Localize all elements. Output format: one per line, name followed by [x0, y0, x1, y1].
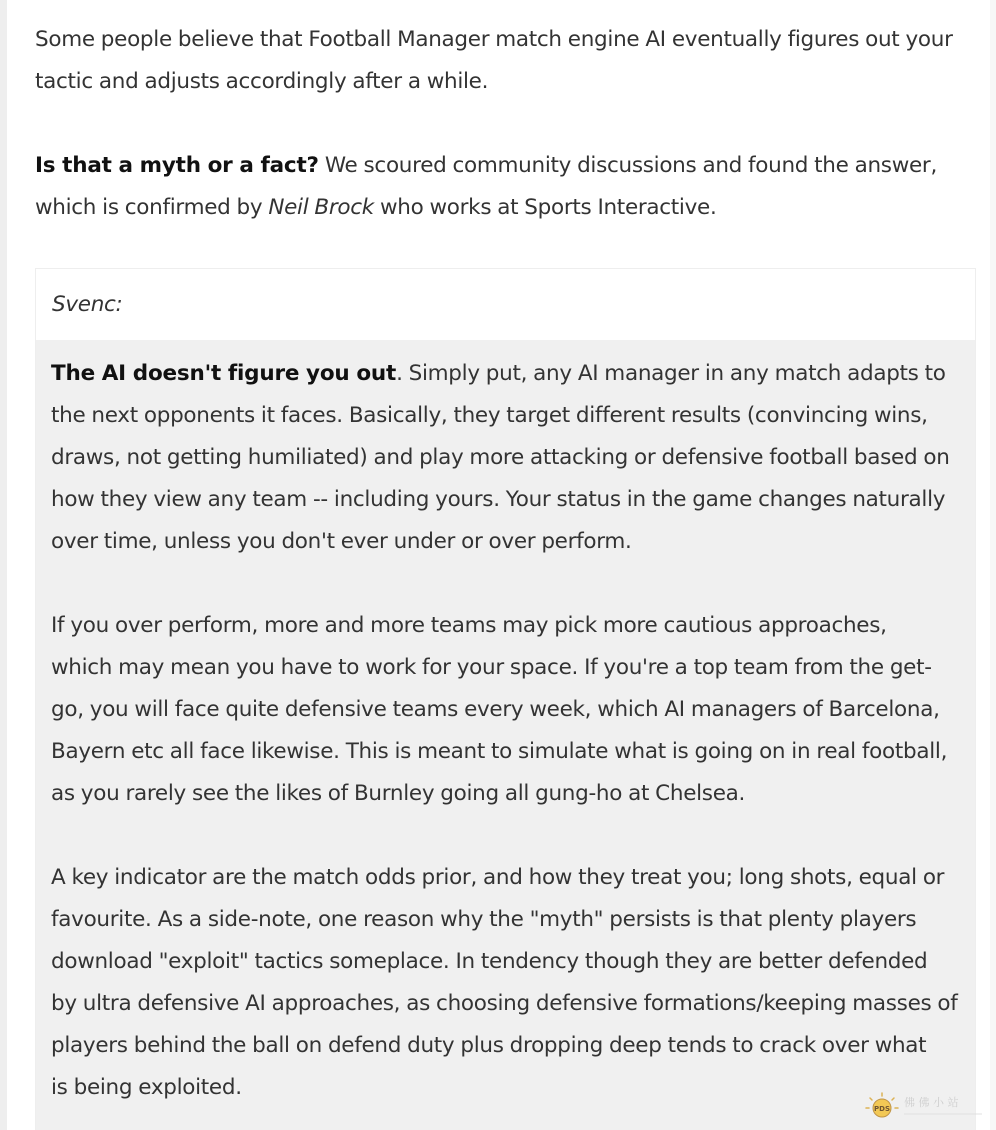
text-line: which may mean you have to work for your space. If you're a top team from the get- [51, 655, 932, 680]
text-line: download "exploit" tactics someplace. In tendency though they are better defended [51, 949, 928, 974]
left-border-strip [0, 0, 7, 1130]
quote-header [36, 269, 975, 340]
text-line: favourite. As a side-note, one reason why the "myth" persists is that plenty players [51, 907, 917, 932]
text-line: by ultra defensive AI approaches, as choosing defensive formations/keeping masses of [51, 991, 958, 1016]
text-line [35, 187, 985, 229]
question-line2-before: which is confirmed by [35, 195, 269, 220]
quote-p1-line1-rest: . Simply put, any AI manager in any match adapts to [396, 361, 946, 386]
text-line: players behind the ball on defend duty plus dropping deep tends to crack over what [51, 1033, 927, 1058]
sun-icon [866, 1093, 898, 1117]
text-line: how they view any team -- including yours. Your status in the game changes naturally [51, 487, 946, 512]
quote-paragraph-1 [51, 353, 971, 563]
question-bold: Is that a myth or a fact? [35, 153, 319, 178]
quote-bold: The AI doesn't figure you out [51, 361, 397, 386]
quote-paragraph-2 [51, 605, 971, 815]
text-line: go, you will face quite defensive teams every week, which AI managers of Barcelona, [51, 697, 940, 722]
text-line: the next opponents it faces. Basically, they target different results (convincing wins, [51, 403, 928, 428]
text-line: Bayern etc all face likewise. This is meant to simulate what is going on in real football, [51, 739, 948, 764]
text-line: If you over perform, more and more teams may pick more cautious approaches, [51, 613, 887, 638]
intro-paragraph [35, 19, 985, 103]
question-paragraph [35, 145, 985, 229]
text-line: as you rarely see the likes of Burnley going all gung-ho at Chelsea. [51, 781, 746, 806]
quote-body [36, 340, 975, 1130]
text-line: Some people believe that Football Manager match engine AI eventually figures out your [35, 27, 953, 52]
right-border-strip [990, 0, 996, 1130]
text-line [51, 353, 971, 395]
person-name: Neil Brock [268, 195, 374, 220]
watermark-badge: PDS [874, 1105, 890, 1113]
text-line: draws, not getting humiliated) and play more attacking or defensive football based on [51, 445, 950, 470]
quote-paragraph-3 [51, 857, 971, 1109]
text-line: A key indicator are the match odds prior, and how they treat you; long shots, equal or [51, 865, 945, 890]
question-line2-after: who works at Sports Interactive. [373, 195, 717, 220]
quote-author: Svenc: [52, 292, 123, 317]
text-line: tactic and adjusts accordingly after a while. [35, 69, 489, 94]
watermark-text: 佛 佛 小 站 [904, 1096, 959, 1109]
blockquote [35, 268, 976, 1130]
text-line: is being exploited. [51, 1075, 242, 1100]
question-line1-rest: We scoured community discussions and found the answer, [318, 153, 937, 178]
watermark-logo [862, 1090, 990, 1122]
text-line: over time, unless you don't ever under or over perform. [51, 529, 632, 554]
text-line [35, 145, 985, 187]
